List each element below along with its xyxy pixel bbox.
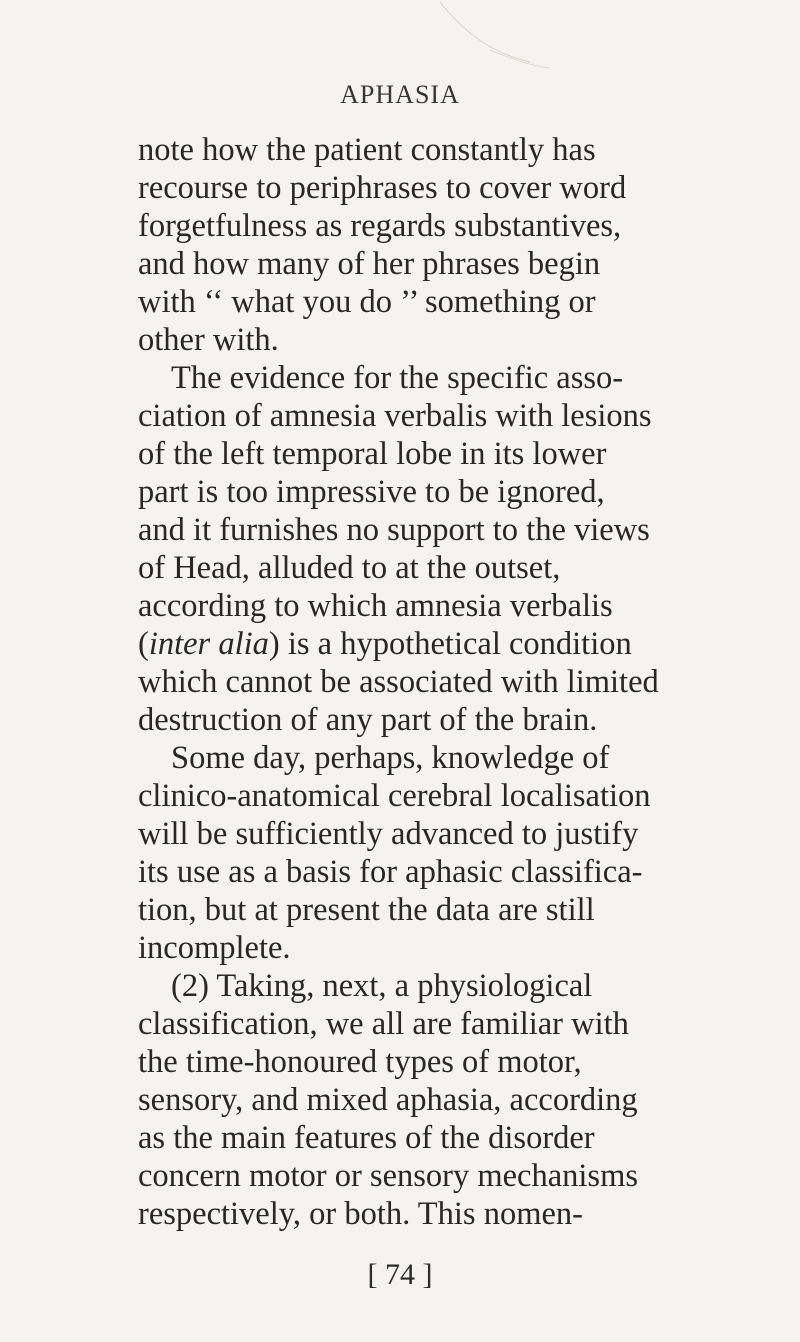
paper-crease-mark [430, 0, 590, 70]
text-line: Some day, perhaps, knowledge of [171, 740, 610, 776]
body-text [138, 131, 698, 1233]
text-line: clinico-anatomical cerebral localisation [138, 778, 651, 814]
text-line: of Head, alluded to at the outset, [138, 550, 561, 586]
text-line: will be sufficiently advanced to justify [138, 816, 639, 852]
text-line: sensory, and mixed aphasia, according [138, 1082, 638, 1118]
text-line: the time-honoured types of motor, [138, 1044, 582, 1080]
text-line: (inter alia) is a hypothetical condition [138, 626, 632, 662]
text-line: as the main features of the disorder [138, 1120, 595, 1156]
text-line: ciation of amnesia verbalis with lesions [138, 398, 652, 434]
text-line: according to which amnesia verbalis [138, 588, 613, 624]
italic-phrase: inter alia [148, 626, 269, 662]
text-line: and it furnishes no support to the views [138, 512, 650, 548]
text-line-rest: is a hypothetical condition [287, 626, 632, 662]
text-line: part is too impressive to be ignored, [138, 474, 605, 510]
text-line: destruction of any part of the brain. [138, 702, 598, 738]
text-line: tion, but at present the data are still [138, 892, 595, 928]
text-line: classification, we all are familiar with [138, 1006, 629, 1042]
text-line: The evidence for the specific asso- [171, 360, 624, 396]
page-number: [ 74 ] [367, 1258, 433, 1291]
text-line: forgetfulness as regards substantives, [138, 208, 622, 244]
text-line: of the left temporal lobe in its lower [138, 436, 607, 472]
text-line: concern motor or sensory mechanisms [138, 1158, 639, 1194]
text-line: its use as a basis for aphasic classifica- [138, 854, 643, 890]
text-line: recourse to periphrases to cover word [138, 170, 627, 206]
running-head: APHASIA [340, 80, 460, 109]
text-line: with ‘‘ what you do ’’ something or [138, 284, 596, 320]
text-line: other with. [138, 322, 279, 358]
text-line: incomplete. [138, 930, 291, 966]
text-line: and how many of her phrases begin [138, 246, 601, 282]
text-line: which cannot be associated with limited [138, 664, 659, 700]
text-line: respectively, or both. This nomen- [138, 1196, 583, 1232]
text-line: note how the patient constantly has [138, 132, 596, 168]
text-line: (2) Taking, next, a physiological [171, 968, 593, 1004]
